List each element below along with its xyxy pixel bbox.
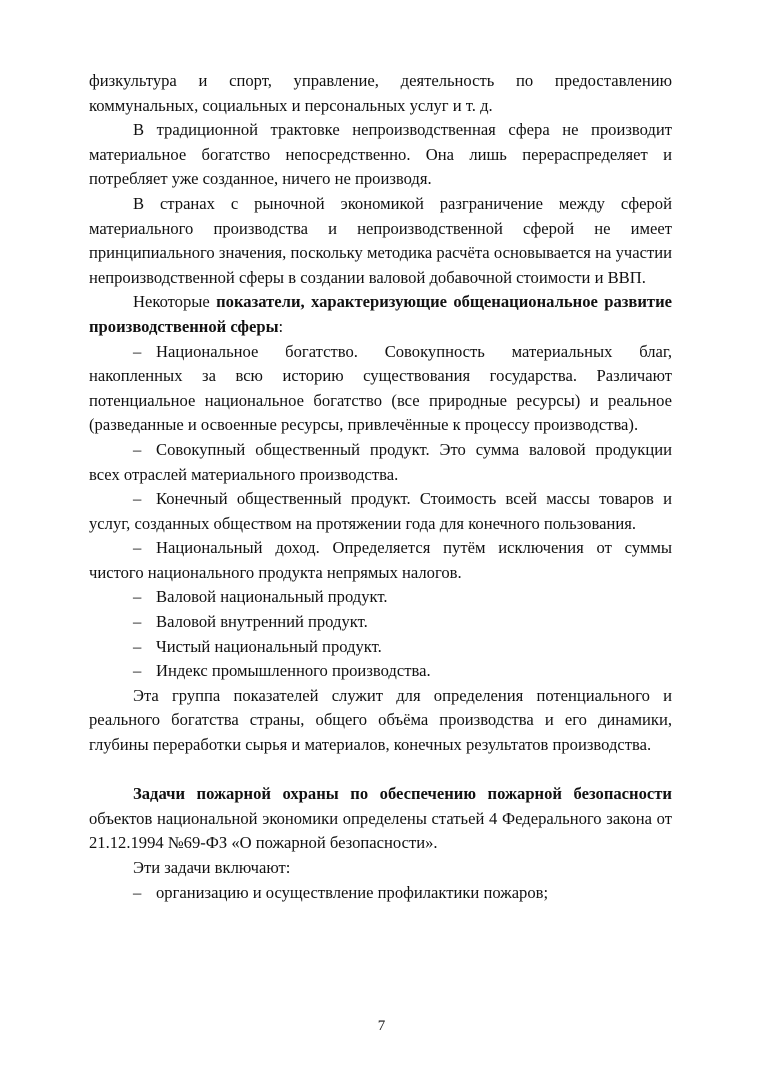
page-number: 7	[377, 1018, 386, 1034]
list-item: – организацию и осуществление профилактики пожаров;	[89, 881, 672, 906]
list-item: – Валовой внутренний продукт.	[89, 610, 672, 635]
dash-marker: –	[133, 489, 142, 509]
dash-marker: –	[133, 587, 142, 607]
body-text	[89, 69, 672, 905]
paragraph-market-economy: В странах с рыночной экономикой разграничение между сферой материального производства и непроизводственной сферой не имеет принципиального значения, поскольку методика расчёта основывается на участии непроизводственной сферы в создании валовой добавочной стоимости и ВВП.	[89, 193, 672, 287]
dash-marker: –	[133, 439, 142, 459]
list-item: – Индекс промышленного производства.	[89, 659, 672, 684]
list-item: – Конечный общественный продукт. Стоимость всей массы товаров и услуг, созданных обществом на протяжении года для конечного пользования.	[89, 489, 672, 533]
paragraph-traditional-view: В традиционной трактовке непроизводственная сфера не производит материальное богатство непосредственно. Она лишь перераспределяет и потребляет уже созданное, ничего не производя.	[89, 120, 672, 189]
section-spacer	[89, 758, 672, 783]
list-item: – Валовой национальный продукт.	[89, 585, 672, 610]
paragraph-continuation: физкультура и спорт, управление, деятельность по предоставлению коммунальных, социальных и персональных услуг и т. д.	[89, 71, 672, 115]
paragraph-indicators-intro: Некоторые показатели, характеризующие общенациональное развитие производственной сферы:	[89, 292, 673, 336]
indicators-heading: показатели, характеризующие общенациональное развитие производственной сферы	[89, 292, 673, 336]
paragraph-tasks-intro: Эти задачи включают:	[133, 858, 291, 877]
dash-marker: –	[133, 538, 142, 558]
dash-marker: –	[133, 661, 142, 681]
paragraph-indicators-purpose: Эта группа показателей служит для определения потенциального и реального богатства страны, общего объёма производства и его динамики, глубины переработки сырья и материалов, конечных результатов производства.	[89, 685, 672, 755]
dash-marker: –	[133, 612, 142, 632]
fire-protection-heading: Задачи пожарной охраны по обеспечению пожарной безопасности	[133, 784, 672, 804]
list-item: – Чистый национальный продукт.	[89, 635, 672, 660]
dash-marker: –	[133, 341, 142, 361]
list-item: – Совокупный общественный продукт. Это сумма валовой продукции всех отраслей материального производства.	[89, 439, 672, 484]
list-item: – Национальный доход. Определяется путём исключения от суммы чистого национального продукта непрямых налогов.	[89, 538, 672, 582]
paragraph-fire-protection: Задачи пожарной охраны по обеспечению пожарной безопасности объектов национальной экономики определены статьей 4 Федерального закона от 21.12.1994 №69-ФЗ «О пожарной безопасности».	[89, 784, 672, 853]
dash-marker: –	[133, 636, 142, 656]
dash-marker: –	[133, 882, 142, 902]
list-item: – Национальное богатство. Совокупность материальных благ, накопленных за всю историю существования государства. Различают потенциальное национальное богатство (все природные ресурсы) и реальное (разведанные и освоенные ресурсы, привлечённые к процессу производства).	[89, 341, 672, 435]
